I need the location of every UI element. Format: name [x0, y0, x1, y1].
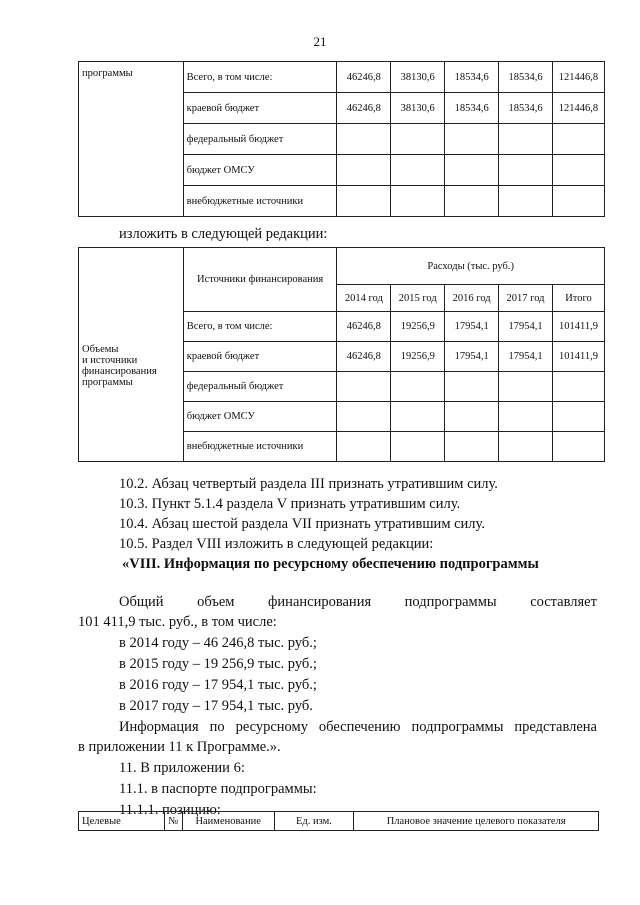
financing-table-new — [78, 247, 605, 462]
total-financing-line — [119, 594, 597, 611]
value-cell — [391, 186, 445, 217]
value-cell: 19256,9 — [391, 312, 445, 342]
table-row — [79, 62, 605, 93]
total-financing-amount: 101 411,9 тыс. руб., в том числе: — [78, 614, 277, 630]
header-cell: Наименование — [182, 812, 274, 831]
value-cell: 121446,8 — [552, 62, 604, 93]
value-cell: 46246,8 — [337, 93, 391, 124]
value-cell: 17954,1 — [445, 312, 499, 342]
word: объем — [197, 594, 235, 610]
value-cell: 46246,8 — [337, 62, 391, 93]
source-cell: бюджет ОМСУ — [183, 155, 337, 186]
year-header: 2016 год — [445, 285, 499, 312]
source-cell: бюджет ОМСУ — [183, 402, 337, 432]
source-cell: внебюджетные источники — [183, 432, 337, 462]
source-cell: федеральный бюджет — [183, 372, 337, 402]
value-cell — [499, 155, 553, 186]
header-cell: Целевые — [79, 812, 165, 831]
word: ресурсному — [235, 719, 308, 735]
year-2016-line: в 2016 году – 17 954,1 тыс. руб.; — [119, 677, 317, 693]
year-2017-line: в 2017 году – 17 954,1 тыс. руб. — [119, 698, 313, 714]
word: Информация — [119, 719, 199, 735]
word: составляет — [530, 594, 597, 610]
value-cell — [337, 432, 391, 462]
source-cell: краевой бюджет — [183, 93, 337, 124]
value-cell — [499, 402, 553, 432]
year-2015-line: в 2015 году – 19 256,9 тыс. руб.; — [119, 656, 317, 672]
value-cell — [552, 186, 604, 217]
paragraph-11-1-1: 11.1.1. позицию: — [119, 802, 221, 818]
word: подпрограммы — [411, 719, 504, 735]
year-header: 2017 год — [499, 285, 553, 312]
word: финансирования — [268, 594, 372, 610]
section-heading: «VIII. Информация по ресурсному обеспечению подпрограммы — [122, 556, 539, 572]
value-cell: 18534,6 — [499, 93, 553, 124]
value-cell: 121446,8 — [552, 93, 604, 124]
value-cell: 18534,6 — [445, 62, 499, 93]
value-cell — [445, 372, 499, 402]
value-cell — [552, 432, 604, 462]
sources-header: Источники финансирования — [183, 248, 337, 312]
value-cell — [499, 124, 553, 155]
value-cell — [391, 155, 445, 186]
value-cell: 18534,6 — [445, 93, 499, 124]
financing-table-old — [78, 61, 605, 217]
value-cell: 46246,8 — [337, 342, 391, 372]
table-header-row — [79, 812, 599, 831]
word: подпрограммы — [404, 594, 497, 610]
value-cell — [445, 155, 499, 186]
value-cell: 18534,6 — [499, 62, 553, 93]
header-cell: № — [164, 812, 182, 831]
year-2014-line: в 2014 году – 46 246,8 тыс. руб.; — [119, 635, 317, 651]
value-cell — [391, 432, 445, 462]
word: по — [209, 719, 225, 735]
value-cell — [499, 372, 553, 402]
value-cell — [391, 402, 445, 432]
value-cell — [552, 155, 604, 186]
value-cell — [337, 186, 391, 217]
value-cell: 101411,9 — [552, 342, 604, 372]
value-cell — [337, 124, 391, 155]
value-cell — [552, 124, 604, 155]
year-header: 2014 год — [337, 285, 391, 312]
value-cell: 46246,8 — [337, 312, 391, 342]
expenses-header: Расходы (тыс. руб.) — [337, 248, 605, 285]
value-cell: 17954,1 — [499, 342, 553, 372]
value-cell — [337, 155, 391, 186]
source-cell: внебюджетные источники — [183, 186, 337, 217]
intro-line: изложить в следующей редакции: — [119, 226, 328, 242]
value-cell — [445, 124, 499, 155]
value-cell: 17954,1 — [499, 312, 553, 342]
paragraph-11: 11. В приложении 6: — [119, 760, 245, 776]
value-cell: 17954,1 — [445, 342, 499, 372]
value-cell — [499, 186, 553, 217]
value-cell — [552, 402, 604, 432]
paragraph-10-5: 10.5. Раздел VIII изложить в следующей редакции: — [119, 536, 434, 552]
page-number: 21 — [313, 34, 327, 49]
value-cell: 38130,6 — [391, 62, 445, 93]
value-cell: 38130,6 — [391, 93, 445, 124]
header-cell: Ед. изм. — [274, 812, 354, 831]
paragraph-11-1: 11.1. в паспорте подпрограммы: — [119, 781, 317, 797]
row-label: программы — [79, 62, 184, 217]
word: представлена — [514, 719, 597, 735]
paragraph-10-4: 10.4. Абзац шестой раздела VII признать утратившим силу. — [119, 516, 485, 532]
info-line — [119, 719, 597, 736]
row-label: Объемы и источники финансирования программы — [79, 248, 184, 462]
year-header: Итого — [552, 285, 604, 312]
value-cell — [445, 432, 499, 462]
target-indicators-table — [78, 811, 599, 831]
value-cell — [499, 432, 553, 462]
source-cell: федеральный бюджет — [183, 124, 337, 155]
value-cell — [337, 372, 391, 402]
value-cell — [445, 402, 499, 432]
table-header-row — [79, 248, 605, 285]
source-cell: краевой бюджет — [183, 342, 337, 372]
year-header: 2015 год — [391, 285, 445, 312]
paragraph-10-2: 10.2. Абзац четвертый раздела III признать утратившим силу. — [119, 476, 498, 492]
source-cell: Всего, в том числе: — [183, 62, 337, 93]
paragraph-10-3: 10.3. Пункт 5.1.4 раздела V признать утратившим силу. — [119, 496, 461, 512]
value-cell — [391, 124, 445, 155]
value-cell — [391, 372, 445, 402]
word: обеспечению — [318, 719, 401, 735]
info-line-2: в приложении 11 к Программе.». — [78, 739, 281, 755]
source-cell: Всего, в том числе: — [183, 312, 337, 342]
value-cell — [445, 186, 499, 217]
value-cell — [552, 372, 604, 402]
word: Общий — [119, 594, 164, 610]
value-cell — [337, 402, 391, 432]
value-cell: 101411,9 — [552, 312, 604, 342]
header-cell: Плановое значение целевого показателя — [354, 812, 599, 831]
value-cell: 19256,9 — [391, 342, 445, 372]
